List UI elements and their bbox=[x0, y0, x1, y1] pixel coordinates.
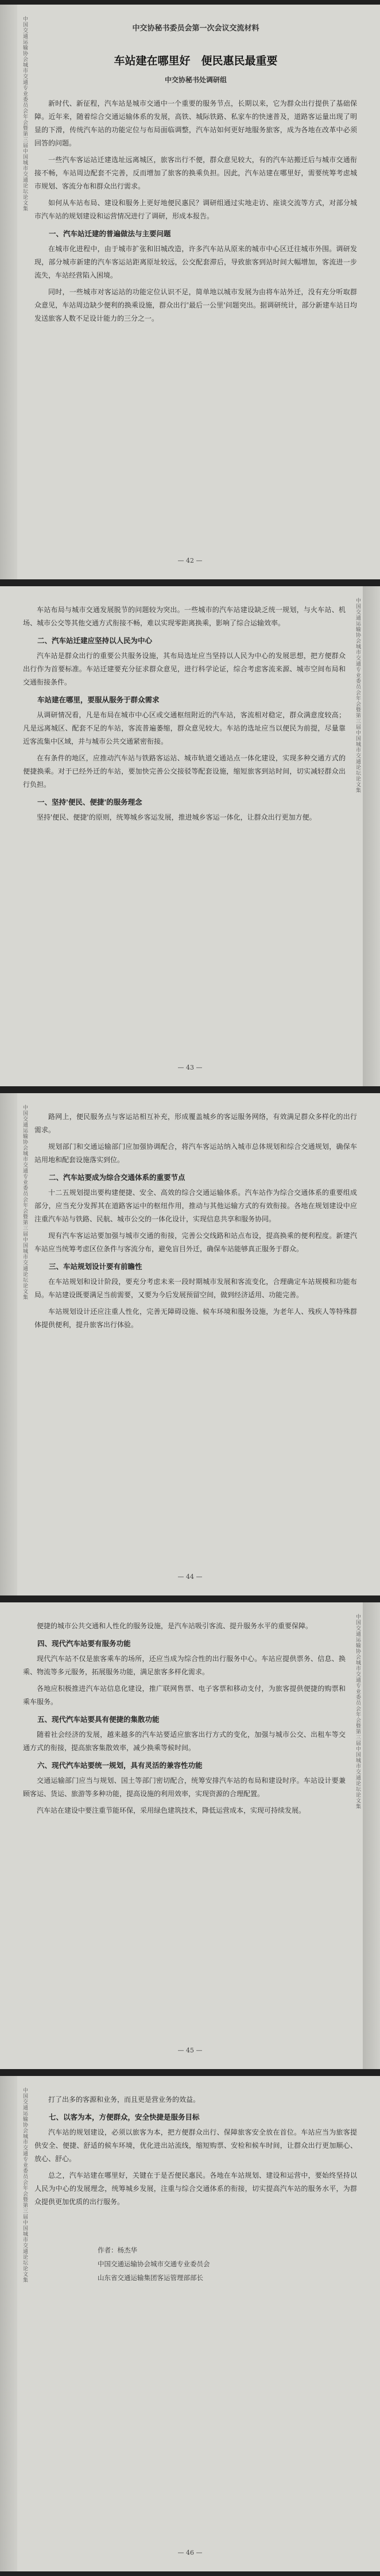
paragraph: 车站规划设计还应注重人性化，完善无障碍设施、候车环境和服务设施，为老年人、残疾人等特殊群体提供便利，提升旅客出行体验。 bbox=[34, 1308, 357, 1329]
page-content bbox=[34, 1110, 357, 1335]
spine-text: 中国交通运输协会城市交通专业委员会年会暨第三届中国城市交通论坛论文集 bbox=[22, 16, 28, 212]
section-heading: 六、现代汽车站要统一规划，具有灵活的兼容性功能 bbox=[37, 1761, 203, 1770]
paragraph: 总之，汽车站建在哪里好，关键在于是否便民惠民。各地在车站规划、建设和运营中，要始终坚持以人民为中心的发展理念，统筹城乡发展，注重与综合交通体系的衔接，切实提高汽车站的服务水平，为群众提供更加优质的出行服务。 bbox=[34, 2171, 357, 2206]
paragraph: 同时，一些城市对客运站的功能定位认识不足，简单地以城市发展为由将车站外迁，没有充分听取群众意见，车站周边缺少便利的换乘设施，群众出行'最后一公里'问题突出。据调研统计，部分新建车站日均发送旅客人数不足设计能力的三分之一。 bbox=[34, 288, 357, 322]
paragraph: 如何从车站布局、建设和服务上更好地便民惠民？调研组通过实地走访、座谈交流等方式，对部分城市汽车站的规划建设和运营情况进行了调研，形成本报告。 bbox=[34, 199, 357, 220]
page-body bbox=[34, 97, 357, 325]
spine-text: 中国交通运输协会城市交通专业委员会年会暨第三届中国城市交通论坛论文集 bbox=[22, 2087, 28, 2283]
document-header: 中交协秘书委员会第一次会议交流材料 bbox=[132, 24, 259, 33]
author-signature bbox=[34, 2243, 357, 2285]
paragraph: 便捷的城市公共交通和人性化的服务设施，是汽车站吸引客流、提升服务水平的重要保障。 bbox=[37, 1622, 313, 1630]
paragraph: 坚持'便民、便捷'的原则，统筹城乡客运发展，推进城乡客运一体化，让群众出行更加方便。 bbox=[37, 813, 316, 821]
binding-gutter bbox=[363, 586, 380, 1086]
paragraph: 汽车站在建设中要注重节能环保，采用绿色建筑技术，降低运营成本，实现可持续发展。 bbox=[37, 1806, 306, 1814]
document-page bbox=[0, 5, 380, 579]
paragraph: 一些汽车客运站迁建选址远离城区，旅客出行不便，群众意见较大，有的汽车站搬迁后与城市交通衔接不畅，车站周边配套不完善，反而增加了旅客的换乘负担。因此，汽车站建在哪里好，需要统筹考虑城市规划、客流分布和群众出行需求。 bbox=[34, 156, 357, 190]
page-number: — 43 — bbox=[177, 1064, 203, 1071]
signature-line: 中国交通运输协会城市交通专业委员会 bbox=[98, 2260, 210, 2268]
paragraph: 车站布局与城市交通发展脱节的问题较为突出。一些城市的汽车站建设缺乏统一规划，与火车站、机场、城市公交等其他交通方式衔接不畅，难以实现零距离换乘，影响了综合运输效率。 bbox=[23, 606, 346, 627]
paragraph: 路网上，便民服务点与客运站相互补充，形成覆盖城乡的客运服务网络，有效满足群众多样化的出行需求。 bbox=[34, 1113, 357, 1134]
page-body bbox=[34, 1110, 357, 1332]
paragraph: 规划部门和交通运输部门应加强协调配合，将汽车客运站纳入城市总体规划和综合交通规划，确保车站用地和配套设施落实到位。 bbox=[34, 1143, 357, 1164]
page-content bbox=[23, 603, 346, 828]
section-heading: 七、以客为本，方便群众，安全快捷是服务目标 bbox=[49, 2113, 200, 2121]
paragraph: 现代汽车站不仅是旅客乘车的场所，还应当成为综合性的出行服务中心。车站应提供票务、信息、换乘、物流等多元服务，拓展服务功能，满足旅客多样化需求。 bbox=[23, 1655, 346, 1676]
signature-line: 作者：杨杰华 bbox=[98, 2246, 137, 2254]
paragraph: 各地应积极推进汽车站信息化建设，推广联网售票、电子客票和移动支付，为旅客提供便捷的购票和乘车服务。 bbox=[23, 1685, 346, 1706]
section-heading: 五、现代汽车站要具有便捷的集散功能 bbox=[37, 1715, 160, 1724]
page-number: — 42 — bbox=[177, 557, 203, 564]
article-title: 车站建在哪里好 便民惠民最重要 bbox=[114, 55, 278, 67]
paragraph: 从调研情况看，凡是布局在城市中心区或交通枢纽附近的汽车站，客流相对稳定，群众满意度较高；凡是远离城区、配套不足的车站，客流普遍萎缩，群众意见较大。车站的选址应当以便民为前提，尽量靠近客流集中区域，并与城市公共交通紧密衔接。 bbox=[23, 711, 346, 745]
page-number: — 46 — bbox=[177, 2549, 203, 2556]
section-heading: 一、坚持'便民、便捷'的服务理念 bbox=[37, 798, 142, 806]
document-page bbox=[0, 1602, 380, 2069]
page-body bbox=[34, 2093, 357, 2209]
document-page bbox=[0, 586, 380, 1086]
section-heading: 一、汽车站迁建的普遍做法与主要问题 bbox=[49, 229, 171, 238]
section-heading: 二、汽车站要成为综合交通体系的重要节点 bbox=[49, 1173, 185, 1182]
article-author: 中交协秘书处调研组 bbox=[164, 76, 227, 84]
paragraph: 交通运输部门应当与规划、国土等部门密切配合，统筹安排汽车站的布局和建设时序。车站设计要兼顾客运、货运、旅游等多种功能，提高设施的利用效率，实现资源的合理配置。 bbox=[23, 1777, 346, 1798]
document-page bbox=[0, 2076, 380, 2571]
document-page bbox=[0, 1093, 380, 1595]
page-content bbox=[34, 22, 357, 329]
paragraph: 汽车站是群众出行的重要公共服务设施，其布局选址应当坚持以人民为中心的发展思想，把方便群众出行作为首要标准。车站迁建要充分征求群众意见，进行科学论证，综合考虑客流来源、城市空间布局和交通衔接条件。 bbox=[23, 652, 346, 686]
page-body bbox=[23, 1620, 346, 1817]
spine-text: 中国交通运输协会城市交通专业委员会年会暨第三届中国城市交通论坛论文集 bbox=[355, 1614, 360, 1809]
binding-gutter bbox=[0, 1093, 17, 1595]
section-heading: 三、车站规划设计要有前瞻性 bbox=[49, 1262, 142, 1271]
paragraph: 新时代、新征程，汽车站是城市交通中一个重要的服务节点，长期以来，它为群众出行提供了基础保障。近年来，随着综合交通运输体系的发展，高铁、城际铁路、私家车的快速普及，道路客运量出现了明显的下滑，传统汽车站的功能定位与布局面临调整，汽车站如何更好地服务旅客，成为各地在改革中必须回答的问题。 bbox=[34, 99, 357, 147]
paragraph: 在有条件的地区，应推动汽车站与铁路客运站、城市轨道交通站点一体化建设，实现多种交通方式的便捷换乘。对于已经外迁的车站，要加快完善公交接驳等配套设施，缩短旅客到站时间，切实减轻群众出行负担。 bbox=[23, 754, 346, 789]
paragraph: 打了出多的客源和业务，而且更是营业务的效益。 bbox=[48, 2096, 200, 2104]
paragraph: 随着社会经济的发展，越来越多的汽车站要适应旅客出行方式的变化，加强与城市公交、出租车等交通方式的衔接，提高旅客集散效率，减少换乘等候时间。 bbox=[23, 1731, 346, 1752]
section-heading: 车站建在哪里，要服从服务于群众需求 bbox=[37, 695, 160, 704]
paragraph: 十二五规划提出要构建便捷、安全、高效的综合交通运输体系。汽车站作为综合交通体系的重要组成部分，应当充分发挥其在道路客运中的枢纽作用，推动与其他运输方式的有效衔接。各地在规划建设中应注重汽车站与铁路、民航、城市公交的一体化设计，实现信息共享和服务协同。 bbox=[34, 1189, 357, 1223]
signature-line: 山东省交通运输集团客运管理部部长 bbox=[98, 2274, 203, 2282]
paragraph: 汽车站的规划建设，必须以旅客为本，把方便群众出行、保障旅客安全放在首位。车站应当为旅客提供安全、便捷、舒适的候车环境，优化进出站流线，缩短购票、安检和候车时间，让群众出行更加顺心、放心、舒心。 bbox=[34, 2128, 357, 2163]
page-content bbox=[34, 2093, 357, 2285]
spine-text: 中国交通运输协会城市交通专业委员会年会暨第三届中国城市交通论坛论文集 bbox=[355, 598, 360, 793]
page-content bbox=[23, 1620, 346, 1821]
binding-gutter bbox=[0, 2076, 17, 2571]
page-body bbox=[23, 603, 346, 824]
page-number: — 45 — bbox=[177, 2047, 203, 2054]
paragraph: 在城市化进程中，由于城市扩张和旧城改造，许多汽车站从原来的城市中心区迁往城市外围。调研发现，部分城市新建的汽车客运站距离原址较远，公交配套滞后，导致旅客到站时间大幅增加，客流进一步流失，车站经营陷入困境。 bbox=[34, 245, 357, 279]
section-heading: 四、现代汽车站要有服务功能 bbox=[37, 1639, 131, 1648]
section-heading: 二、汽车站迁建应坚持以人民为中心 bbox=[37, 636, 153, 645]
spine-text: 中国交通运输协会城市交通专业委员会年会暨第三届中国城市交通论坛论文集 bbox=[22, 1105, 28, 1300]
binding-gutter bbox=[363, 1602, 380, 2069]
paragraph: 现有汽车客运站要加强与城市交通的衔接，完善公交线路和站点布设，提高换乘的便利程度。新建汽车站应当统筹考虑区位条件与客流分布，避免盲目外迁，确保车站能够真正服务于群众。 bbox=[34, 1232, 357, 1253]
binding-gutter bbox=[0, 5, 17, 579]
page-number: — 44 — bbox=[177, 1573, 203, 1581]
paragraph: 在车站规划和设计阶段，要充分考虑未来一段时期城市发展和客流变化，合理确定车站规模和功能布局。车站建设既要满足当前需要，又要为今后发展预留空间，做到经济适用、功能完善。 bbox=[34, 1278, 357, 1299]
